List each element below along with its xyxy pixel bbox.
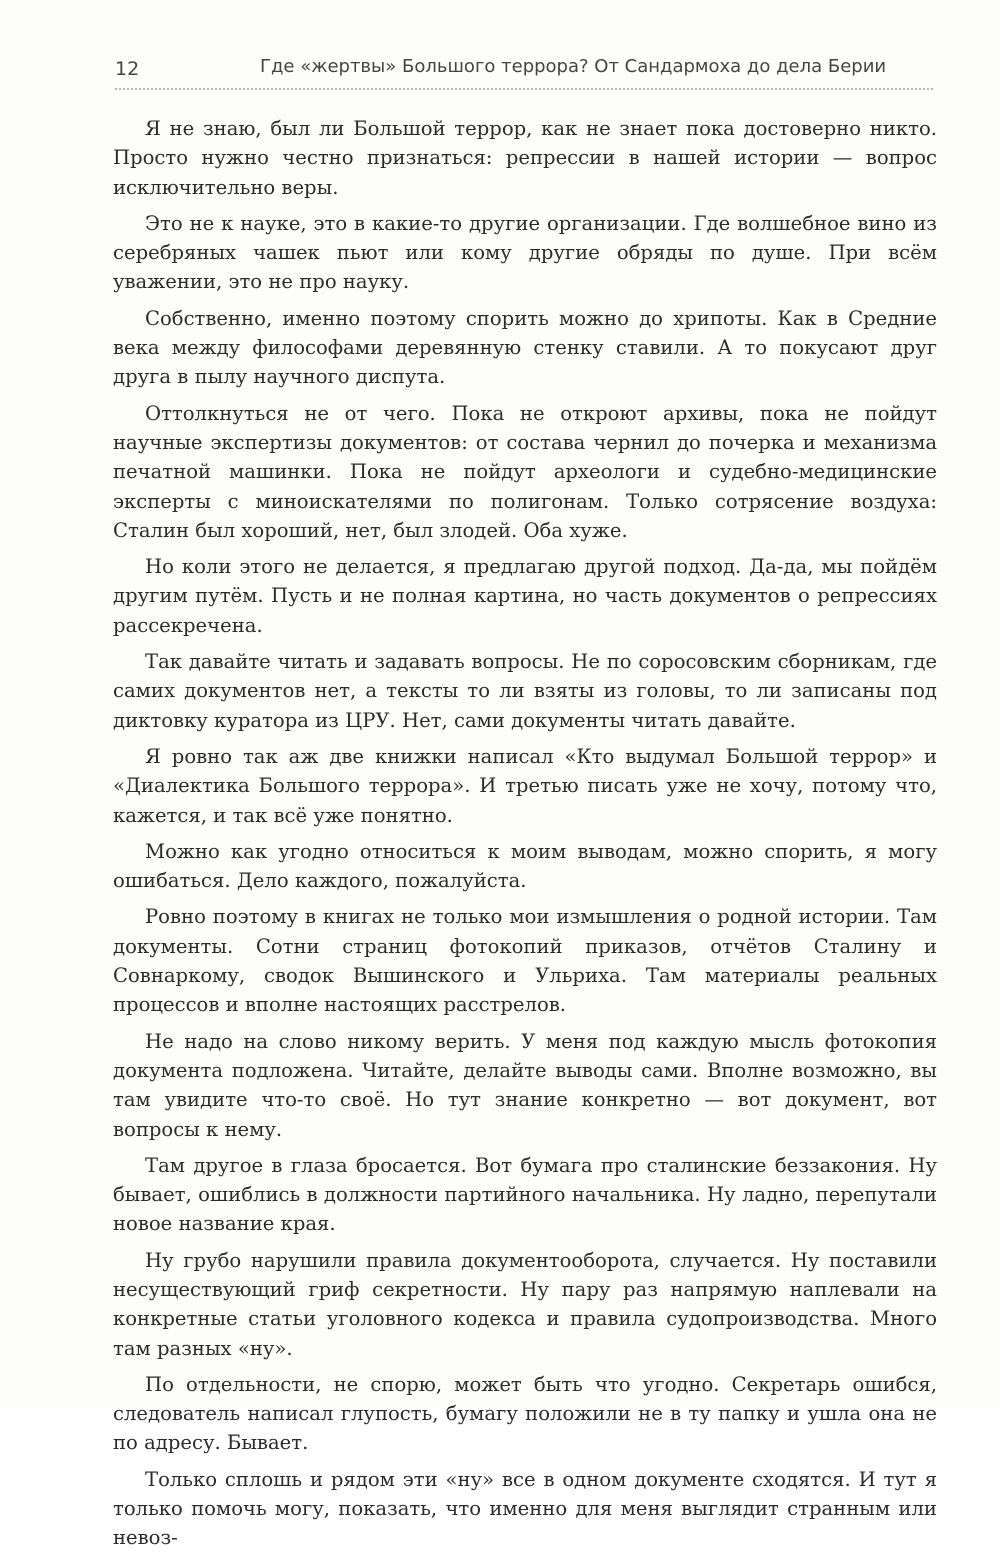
paragraph: Собственно, именно поэтому спорить можно до хрипоты. Как в Средние века между философами деревянную стенку ставили. А то покусают друг друга в пылу научного диспута. xyxy=(113,306,937,389)
page-header xyxy=(115,50,935,86)
paragraph: По отдельности, не спорю, может быть что угодно. Секретарь ошибся, следователь написал глупость, бумагу положили не в ту папку и ушла она не по адресу. Бывает. xyxy=(113,1372,937,1455)
body-text xyxy=(113,114,937,1560)
paragraph: Ровно поэтому в книгах не только мои измышления о родной истории. Там документы. Сотни страниц фотокопий приказов, отчётов Сталину и Совнаркому, сводок Вышинского и Ульриха. Там материалы реальных процессов и вполне настоящих расстрелов. xyxy=(113,905,937,1017)
paragraph: Там другое в глаза бросается. Вот бумага про сталинские беззакония. Ну бывает, ошиблись в должности партийного начальника. Ну ладно, перепутали новое название края. xyxy=(113,1153,937,1236)
paragraph: Можно как угодно относиться к моим выводам, можно спорить, я могу ошибаться. Дело каждого, пожалуйста. xyxy=(113,839,937,893)
running-title: Где «жертвы» Большого террора? От Сандармоха до дела Берии xyxy=(260,56,887,77)
paragraph: Оттолкнуться не от чего. Пока не откроют архивы, пока не пойдут научные экспертизы документов: от состава чернил до почерка и механизма печатной машинки. Пока не пойдут археологи и судебно-медицинские эксперты с миноискателями по полигонам. Только сотрясение воздуха: Сталин был хороший, нет, был злодей. Оба хуже. xyxy=(113,401,937,542)
header-divider xyxy=(115,88,933,90)
paragraph: Ну грубо нарушили правила документооборота, случается. Ну поставили несуществующий гриф секретности. Ну пару раз напрямую наплевали на конкретные статьи уголовного кодекса и правила судопроизводства. Много там разных «ну». xyxy=(113,1248,937,1360)
paragraph: Я не знаю, был ли Большой террор, как не знает пока достоверно никто. Просто нужно честно признаться: репрессии в нашей истории — вопрос исключительно веры. xyxy=(113,117,937,199)
paragraph: Не надо на слово никому верить. У меня под каждую мысль фотокопия документа подложена. Читайте, делайте выводы сами. Вполне возможно, вы там увидите что-то своё. Но тут знание конкретно — вот документ, вот вопросы к нему. xyxy=(113,1029,937,1141)
paragraph: Только сплошь и рядом эти «ну» все в одном документе сходятся. И тут я только помочь могу, показать, что именно для меня выглядит странным или невоз- xyxy=(113,1467,937,1550)
page-number: 12 xyxy=(115,58,140,80)
paragraph: Это не к науке, это в какие-то другие организации. Где волшебное вино из серебряных чашек пьют или кому другие обряды по душе. При всём уважении, это не про науку. xyxy=(113,211,937,294)
paragraph: Я ровно так аж две книжки написал «Кто выдумал Большой террор» и «Диалектика Большого террора». И третью писать уже не хочу, потому что, кажется, и так всё уже понятно. xyxy=(113,744,937,827)
paragraph: Но коли этого не делается, я предлагаю другой подход. Да-да, мы пойдём другим путём. Пусть и не полная картина, но часть документов о репрессиях рассекречена. xyxy=(113,555,937,637)
paragraph: Так давайте читать и задавать вопросы. Не по соросовским сборникам, где самих документов нет, а тексты то ли взяты из головы, то ли записаны под диктовку куратора из ЦРУ. Нет, сами документы читать давайте. xyxy=(113,650,937,732)
